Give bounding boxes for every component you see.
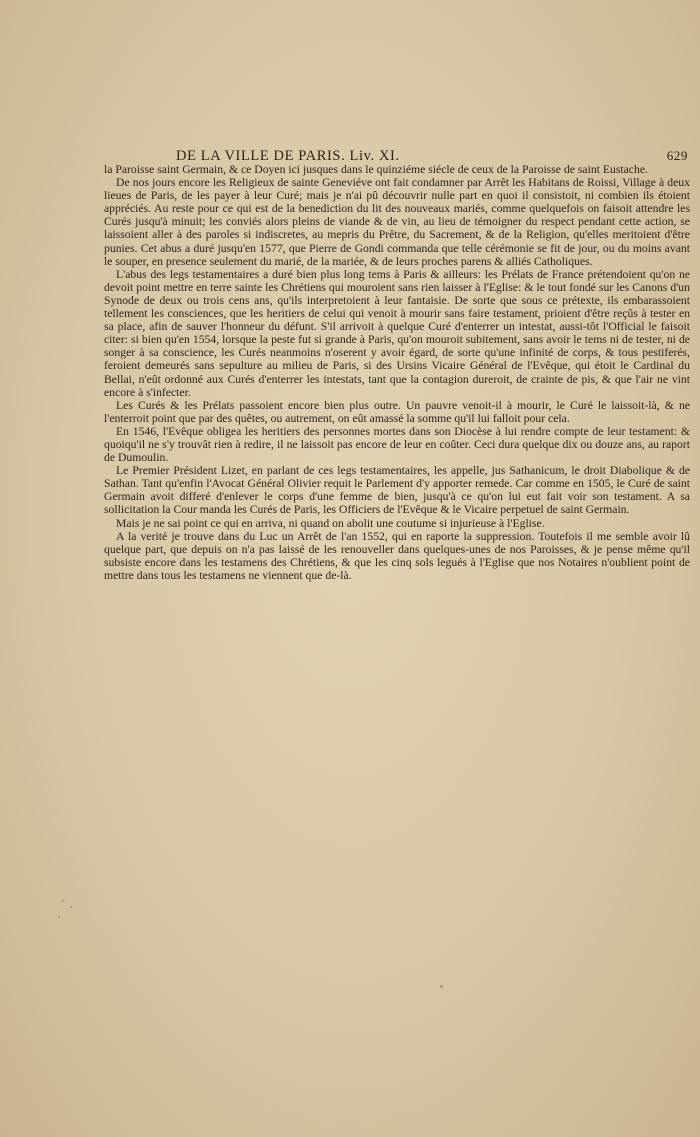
paper-speck bbox=[62, 900, 64, 902]
paper-speck bbox=[58, 916, 60, 918]
body-text bbox=[104, 163, 690, 582]
paragraph: Les Curés & les Prélats passoient encore bien plus outre. Un pauvre venoit-il à mourir, le Curé le laissoit-là, & ne l'enterroit point que par des quêtes, ou autrement, on eût amassé la somme qu'il lui falloit pour cela. bbox=[104, 398, 690, 425]
page-number: 629 bbox=[666, 148, 688, 163]
paper-speck bbox=[440, 985, 443, 988]
running-title: DE LA VILLE DE PARIS. Liv. XI. bbox=[176, 148, 400, 164]
paragraph: De nos jours encore les Religieux de sainte Geneviéve ont fait condamner par Arrêt les Habitans de Roissi, Village à deux lieues de Paris, de les payer à leur Curé; mais je n'ai pû découvrir nulle part en quoi il consistoit, ni combien ils étoient appréciés. Au reste pour ce qui est de la benediction du lit des nouveaux mariés, comme quelquefois on faisoit attendre les Curés jusqu'à minuit; les conviés alors pleins de viande & de vin, au lieu de témoigner du respect pendant cette action, se laissoient aller à des paroles si indiscretes, au mepris du Prêtre, du Sacrement, & de la Religion, qu'elles meritoient d'être punies. Cet abus a duré jusqu'en 1577, que Pierre de Gondi commanda que telle cérémonie se fit de jour, ou du moins avant le souper, en presence seulement du marié, de la mariée, & de leurs proches parens & alliés Catholiques. bbox=[104, 176, 690, 268]
paragraph: Le Premier Président Lizet, en parlant de ces legs testamentaires, les appelle, jus Sathanicum, le droit Diabolique & de Sathan. Tant qu'enfin l'Avocat Général Olivier requit le Parlement d'y apporter remede. Car comme en 1505, le Curé de saint Germain avoit differé d'enlever le corps d'une femme de bien, jusqu'à ce qu'on lui eut fait voir son testament. A sa sollicitation la Cour manda les Curés de Paris, les Officiers de l'Evêque & le Vicaire perpetuel de saint Germain. bbox=[104, 464, 690, 517]
paragraph: Mais je ne sai point ce qui en arriva, ni quand on abolit une coutume si injurieuse à l'Eglise. bbox=[116, 516, 545, 530]
paragraph: En 1546, l'Evêque obligea les heritiers des personnes mortes dans son Diocèse à lui rendre compte de leur testament: & quoiqu'il ne s'y trouvât rien à redire, il ne laissoit pas encore de leur en coûter. Ceci dura quelque dix ou douze ans, au raport de Dumoulin. bbox=[104, 424, 690, 465]
paragraph: la Paroisse saint Germain, & ce Doyen ici jusques dans le quinziéme siécle de ceux de la Paroisse de saint Eustache. bbox=[104, 163, 648, 176]
paragraph: L'abus des legs testamentaires a duré bien plus long tems à Paris & ailleurs: les Prélats de France prétendoient qu'on ne devoit point mettre en terre sainte les Chrétiens qui mouroient sans rien laisser à l'Eglise: & le tout fondé sur les Canons d'un Synode de deux ou trois cens ans, qu'ils interpretoient à leur fantaisie. De sorte que sous ce prétexte, ils embarassoient tellement les consciences, que les heritiers de celui qui venoit à mourir sans faire testament, prioient d'être reçûs à tester en sa place, afin de sauver l'honneur du défunt. S'il arrivoit à quelque Curé d'enterrer un intestat, aussi-tôt l'Official le faisoit citer: si bien qu'en 1554, lorsque la peste fut si grande à Paris, qu'on mouroit subitement, sans avoir le tems ni de tester, ni de songer à sa conscience, les Curés neanmoins n'oserent y avoir égard, de sorte qu'une infinité de corps, & tous pestiferés, feroient demeurés sans sepulture au milieu de Paris, si des Ursins Vicaire Général de l'Evêque, qui étoit le Cardinal du Bellai, n'eût ordonné aux Curés d'enterrer les intestats, tant que la contagion dureroit, de crainte de pis, & que l'air ne vint encore à s'infecter. bbox=[104, 267, 690, 399]
paper-speck bbox=[70, 906, 72, 908]
paragraph: A la verité je trouve dans du Luc un Arrêt de l'an 1552, qui en raporte la suppression. Toutefois il me semble avoir lû quelque part, que depuis on n'a pas laissé de les renouveller dans quelques-unes de nos Paroisses, & je pense même qu'il subsiste encore dans les testamens des Chrétiens, & que les cinq sols legués à l'Eglise que nos Notaires n'oublient point de mettre dans tous les testamens ne viennent que de-là. bbox=[104, 529, 690, 582]
